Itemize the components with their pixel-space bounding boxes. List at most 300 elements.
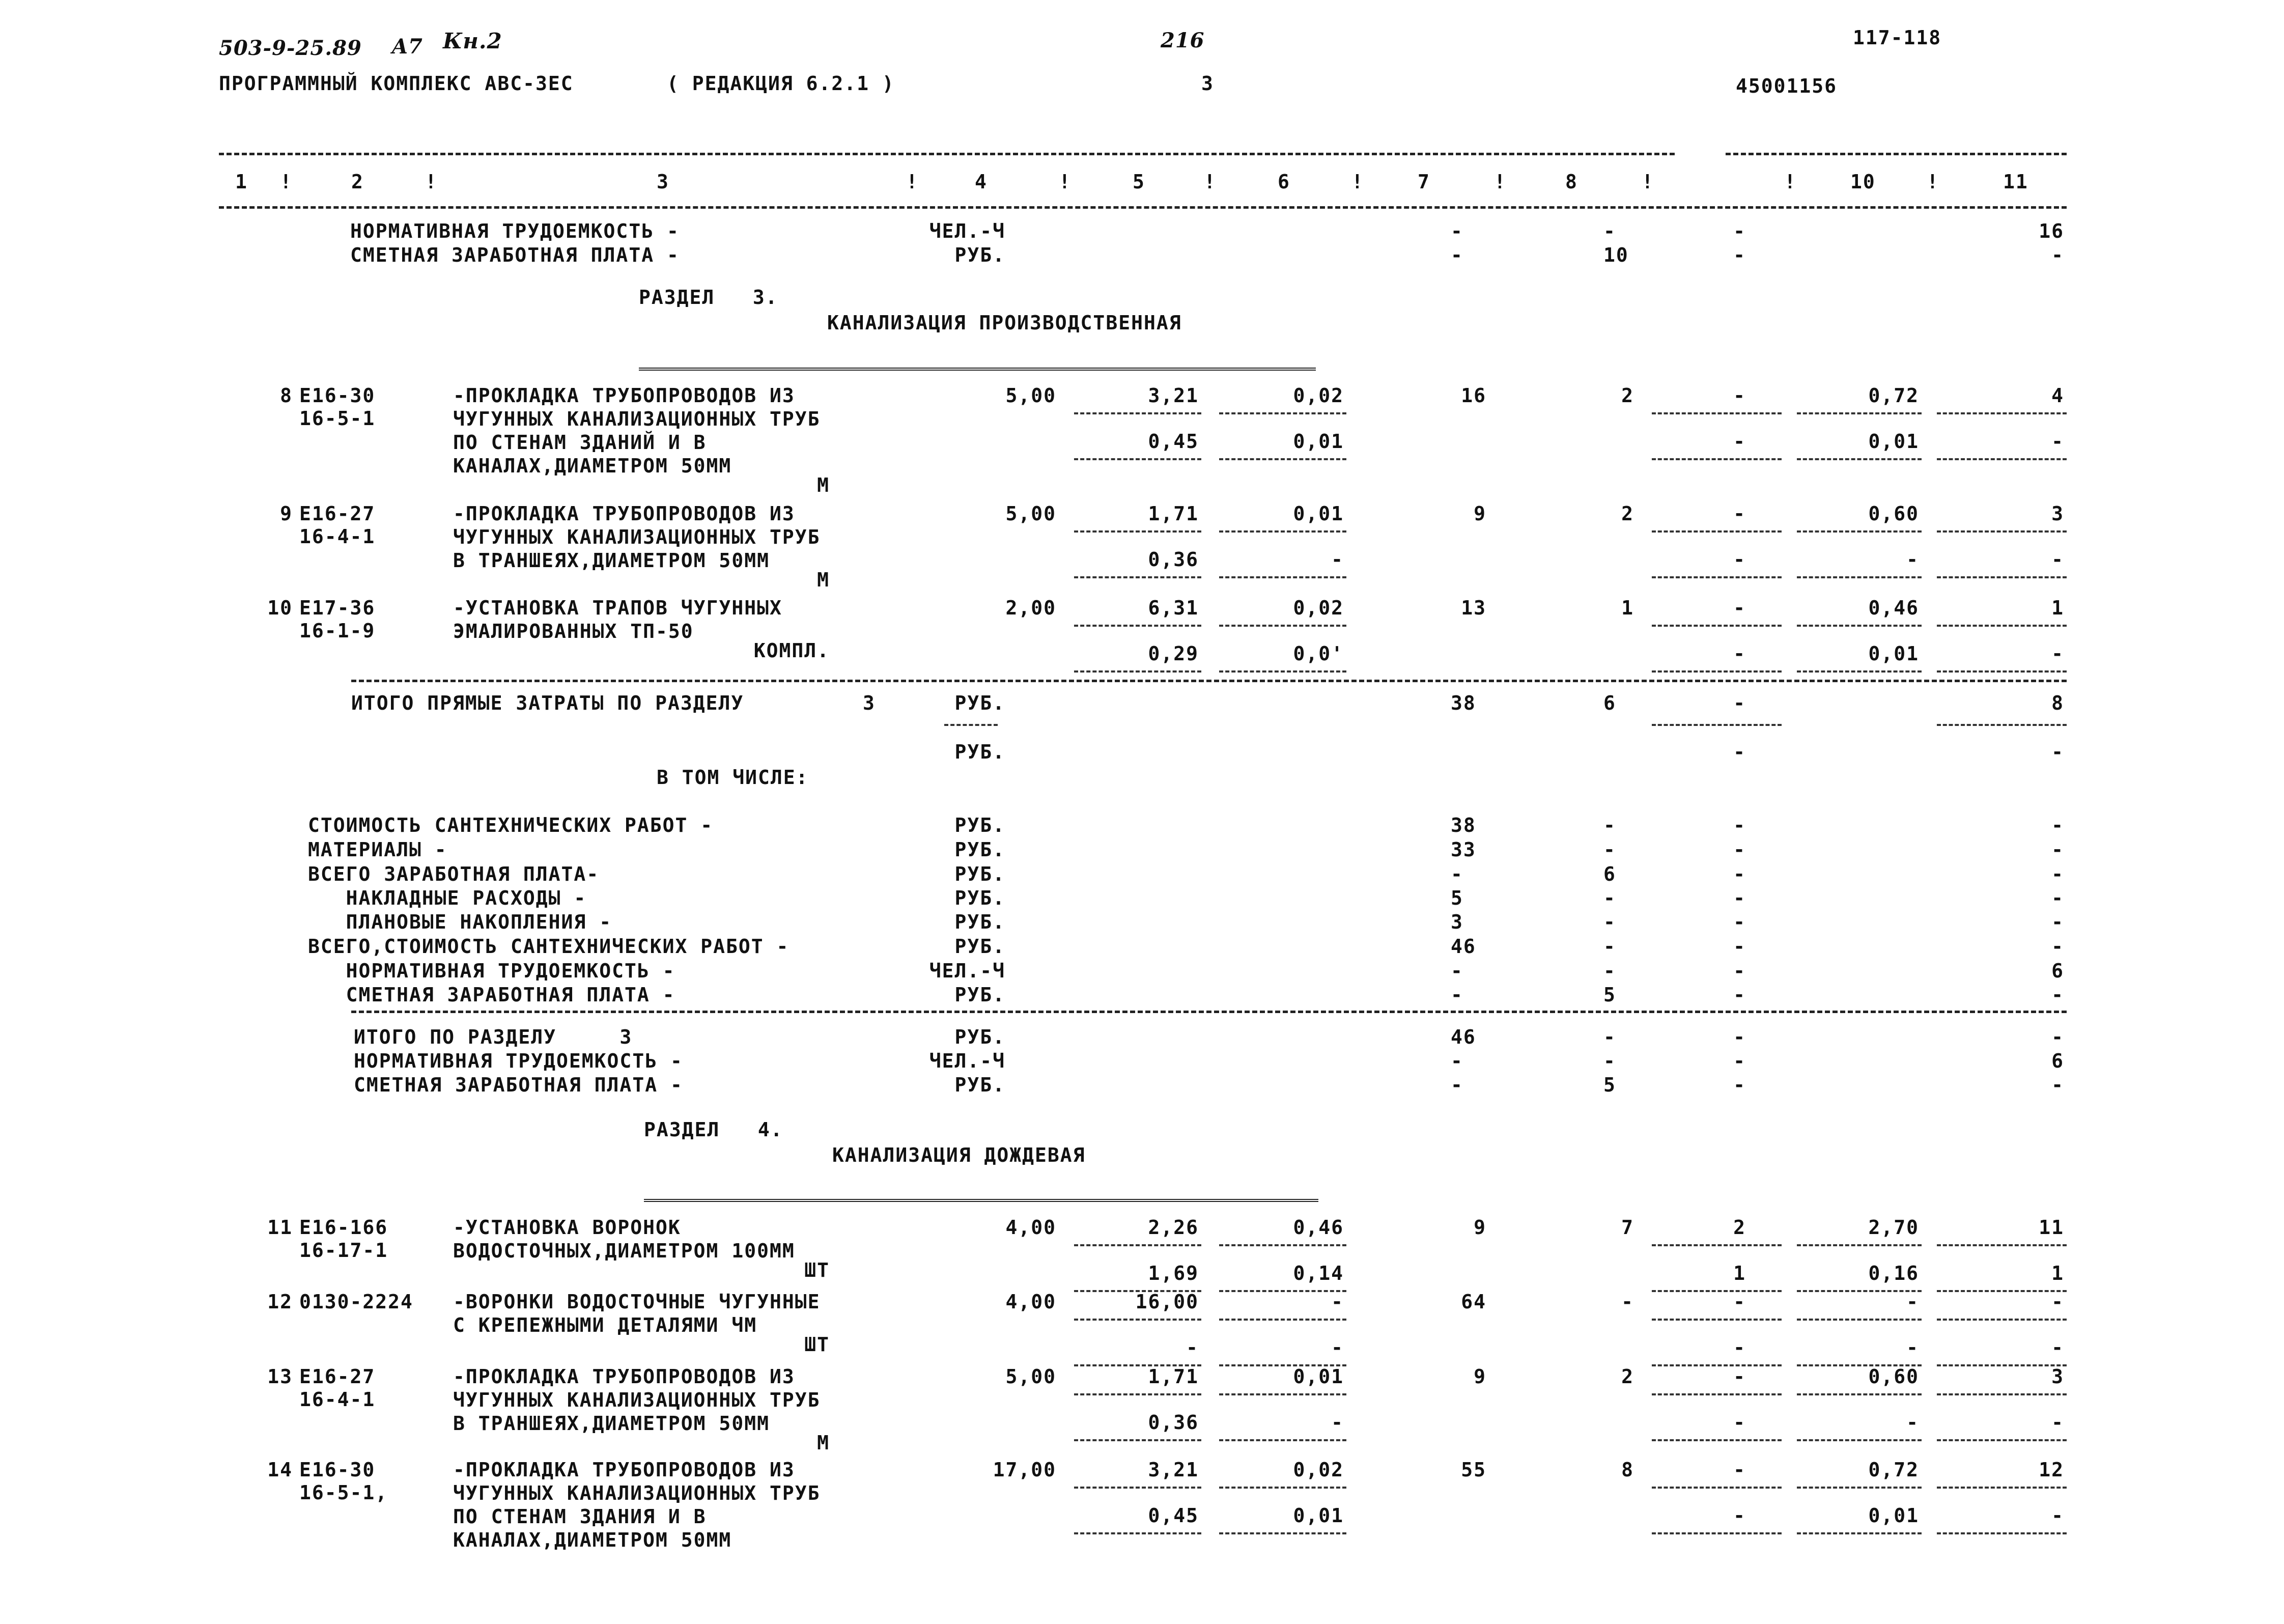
item-11-labor-unit-2: 0,16 (1868, 1262, 1919, 1284)
cell-divider (1937, 458, 2067, 460)
breakdown-0-col8: - (1603, 814, 1616, 836)
direct-total-col11-2: - (2051, 741, 2064, 763)
breakdown-1-col7: 33 (1451, 838, 1476, 861)
cell-divider (1074, 670, 1201, 673)
item-12-col9: - (1733, 1291, 1746, 1313)
section-3-total-0-unit: РУБ. (954, 1026, 1005, 1048)
column-header-9: 10 (1850, 171, 1876, 193)
item-8-unit-cost: 3,21 (1148, 384, 1199, 407)
cell-divider (1074, 625, 1201, 627)
page-number: 3 (1201, 72, 1214, 95)
direct-total-unit-2: РУБ. (954, 741, 1005, 763)
cell-divider (1937, 1439, 2067, 1441)
cell-divider (1937, 1244, 2067, 1246)
item-10-labor-total: 1 (2051, 597, 2064, 619)
item-12-labor-unit-2: - (1906, 1336, 1919, 1359)
item-12-total-cost: 64 (1461, 1291, 1486, 1313)
column-header-6: 6 (1278, 171, 1290, 193)
item-13-code: Е16-27 (299, 1365, 376, 1388)
item-11-number: 11 (267, 1216, 293, 1239)
section-3-total-0-label: ИТОГО ПО РАЗДЕЛУ 3 (354, 1026, 633, 1048)
column-separator: ! (1494, 171, 1507, 193)
column-separator: ! (1927, 171, 1939, 193)
cell-divider (1797, 1487, 1922, 1489)
cell-divider (1074, 1393, 1201, 1395)
cell-divider (1937, 530, 2067, 533)
breakdown-1-col9: - (1733, 838, 1746, 861)
cell-divider (1937, 1319, 2067, 1321)
item-14-unit-cost: 3,21 (1148, 1459, 1199, 1481)
item-13-description-2: В ТРАНШЕЯХ,ДИАМЕТРОМ 50ММ (453, 1412, 770, 1435)
item-8-total-cost: 16 (1461, 384, 1486, 407)
item-9-labor-unit-2: - (1906, 548, 1919, 571)
cell-divider (1797, 1244, 1922, 1246)
item-11-unit-cost: 2,26 (1148, 1216, 1199, 1239)
section-3-total-0-col9: - (1733, 1026, 1746, 1048)
cell-divider (1797, 412, 1922, 414)
column-separator: ! (1784, 171, 1797, 193)
column-header-7: 7 (1418, 171, 1430, 193)
cell-divider (1219, 1532, 1346, 1534)
item-9-total-cost: 9 (1474, 502, 1486, 525)
page-stamp: 216 (1161, 29, 1205, 52)
item-8-col9: - (1733, 384, 1746, 407)
item-9-col9-2: - (1733, 548, 1746, 571)
item-13-total-cost: 9 (1474, 1365, 1486, 1388)
direct-total-unit: РУБ. (954, 692, 1005, 714)
breakdown-6-col8: - (1603, 960, 1616, 982)
item-10-col9-2: - (1733, 642, 1746, 665)
section-4-title: РАЗДЕЛ 4. (644, 1118, 783, 1141)
direct-total-section: 3 (863, 692, 876, 714)
cell-divider (1797, 625, 1922, 627)
item-9-norm: 16-4-1 (299, 525, 376, 548)
item-11-col9: 2 (1733, 1216, 1746, 1239)
breakdown-6-col11: 6 (2051, 960, 2064, 982)
item-14-col9-2: - (1733, 1504, 1746, 1527)
item-12-description-1: С КРЕПЕЖНЫМИ ДЕТАЛЯМИ ЧМ (453, 1314, 757, 1336)
program-edition: ( РЕДАКЦИЯ 6.2.1 ) (667, 72, 895, 95)
item-12-total-wage: - (1621, 1291, 1634, 1313)
direct-total-col9-2: - (1733, 741, 1746, 763)
section-3-total-2-unit: РУБ. (954, 1074, 1005, 1096)
cell-divider (1652, 458, 1782, 460)
cell-divider (1797, 1290, 1922, 1292)
section-3-total-2-label: СМЕТНАЯ ЗАРАБОТНАЯ ПЛАТА - (354, 1074, 683, 1096)
section-3-total-1-col7: - (1451, 1050, 1463, 1072)
cell-divider (1652, 1364, 1782, 1366)
cell-divider (1652, 576, 1782, 578)
cell-divider (1797, 530, 1922, 533)
item-10-norm: 16-1-9 (299, 620, 376, 642)
cell-divider (1652, 1393, 1782, 1395)
cell-divider (1937, 1393, 2067, 1395)
top-estimated-wage-col7: - (1451, 244, 1463, 266)
item-14-description-3: КАНАЛАХ,ДИАМЕТРОМ 50ММ (453, 1529, 732, 1551)
cell-divider (1797, 1439, 1922, 1441)
column-separator: ! (906, 171, 919, 193)
section-3-title: РАЗДЕЛ 3. (639, 286, 778, 309)
cell-divider (1652, 1439, 1782, 1441)
item-11-labor-total: 11 (2039, 1216, 2064, 1239)
cell-divider (1074, 1532, 1201, 1534)
table-top-rule (219, 153, 1675, 155)
breakdown-5-col11: - (2051, 935, 2064, 958)
item-13-labor-total: 3 (2051, 1365, 2064, 1388)
item-9-unit-wage: 0,01 (1293, 502, 1344, 525)
item-8-description-3: КАНАЛАХ,ДИАМЕТРОМ 50ММ (453, 455, 732, 477)
breakdown-6-col7: - (1451, 960, 1463, 982)
item-13-description-1: ЧУГУННЫХ КАНАЛИЗАЦИОННЫХ ТРУБ (453, 1389, 821, 1411)
section-3-total-2-col9: - (1733, 1074, 1746, 1096)
breakdown-4-unit: РУБ. (954, 911, 1005, 933)
column-header-1: 1 (235, 171, 248, 193)
top-estimated-wage-unit: РУБ. (954, 244, 1005, 266)
cell-divider (1652, 530, 1782, 533)
item-13-unit: М (817, 1432, 830, 1454)
item-11-description-1: ВОДОСТОЧНЫХ,ДИАМЕТРОМ 100ММ (453, 1240, 795, 1262)
item-10-col9: - (1733, 597, 1746, 619)
breakdown-7-col9: - (1733, 984, 1746, 1006)
item-10-quantity: 2,00 (1005, 597, 1056, 619)
item-8-col9-2: - (1733, 430, 1746, 453)
cell-divider (1074, 1244, 1201, 1246)
item-9-labor-total: 3 (2051, 502, 2064, 525)
breakdown-3-col7: 5 (1451, 887, 1463, 909)
item-11-total-wage: 7 (1621, 1216, 1634, 1239)
cell-divider (1652, 412, 1782, 414)
item-12-col9-2: - (1733, 1336, 1746, 1359)
item-9-description-0: -ПРОКЛАДКА ТРУБОПРОВОДОВ ИЗ (453, 502, 795, 525)
item-13-unit-cost: 1,71 (1148, 1365, 1199, 1388)
cell-divider (1219, 1439, 1346, 1441)
section-4-name: КАНАЛИЗАЦИЯ ДОЖДЕВАЯ (832, 1144, 1086, 1166)
breakdown-2-col9: - (1733, 863, 1746, 885)
breakdown-5-label: ВСЕГО,СТОИМОСТЬ САНТЕХНИЧЕСКИХ РАБОТ - (308, 935, 789, 958)
item-9-description-2: В ТРАНШЕЯХ,ДИАМЕТРОМ 50ММ (453, 549, 770, 572)
breakdown-0-col11: - (2051, 814, 2064, 836)
item-14-unit-wage: 0,02 (1293, 1459, 1344, 1481)
top-estimated-wage-col11: - (2051, 244, 2064, 266)
item-8-labor-unit-2: 0,01 (1868, 430, 1919, 453)
column-header-10: 11 (2003, 171, 2028, 193)
cell-divider (1937, 1487, 2067, 1489)
item-11-unit-wage: 0,46 (1293, 1216, 1344, 1239)
item-11-norm: 16-17-1 (299, 1239, 388, 1262)
item-8-unit-wage: 0,02 (1293, 384, 1344, 407)
item-9-total-wage: 2 (1621, 502, 1634, 525)
section-3-name: КАНАЛИЗАЦИЯ ПРОИЗВОДСТВЕННАЯ (827, 312, 1182, 334)
cell-divider (1219, 1290, 1346, 1292)
section-3-total-1-col11: 6 (2051, 1050, 2064, 1072)
cell-divider (1797, 576, 1922, 578)
breakdown-7-col11: - (2051, 984, 2064, 1006)
item-13-labor-unit-2: - (1906, 1411, 1919, 1434)
breakdown-2-label: ВСЕГО ЗАРАБОТНАЯ ПЛАТА- (308, 863, 600, 885)
column-header-3: 3 (657, 171, 669, 193)
item-13-number: 13 (267, 1365, 293, 1388)
breakdown-4-col11: - (2051, 911, 2064, 933)
cell-divider (1219, 1393, 1346, 1395)
item-8-unit-cost-2: 0,45 (1148, 430, 1199, 453)
item-14-code: Е16-30 (299, 1459, 376, 1481)
item-13-labor-total-2: - (2051, 1411, 2064, 1434)
item-13-unit-cost-2: 0,36 (1148, 1411, 1199, 1434)
item-10-number: 10 (267, 597, 293, 619)
item-8-unit-wage-2: 0,01 (1293, 430, 1344, 453)
item-8-quantity: 5,00 (1005, 384, 1056, 407)
item-9-number: 9 (280, 502, 293, 525)
section-3-underline (639, 368, 1316, 372)
cell-divider (1652, 1290, 1782, 1292)
item-10-unit-cost-2: 0,29 (1148, 642, 1199, 665)
breakdown-3-col8: - (1603, 887, 1616, 909)
cell-divider (944, 724, 998, 726)
cell-divider (1652, 724, 1782, 726)
item-13-quantity: 5,00 (1005, 1365, 1056, 1388)
breakdown-1-unit: РУБ. (954, 838, 1005, 861)
item-12-unit-wage-2: - (1331, 1336, 1344, 1359)
item-12-unit-cost: 16,00 (1135, 1291, 1199, 1313)
breakdown-2-unit: РУБ. (954, 863, 1005, 885)
breakdown-0-label: СТОИМОСТЬ САНТЕХНИЧЕСКИХ РАБОТ - (308, 814, 714, 836)
section-3-total-1-col9: - (1733, 1050, 1746, 1072)
item-9-unit-cost-2: 0,36 (1148, 548, 1199, 571)
item-13-unit-wage: 0,01 (1293, 1365, 1344, 1388)
item-13-description-0: -ПРОКЛАДКА ТРУБОПРОВОДОВ ИЗ (453, 1365, 795, 1388)
cell-divider (1219, 625, 1346, 627)
item-14-total-cost: 55 (1461, 1459, 1486, 1481)
breakdown-7-unit: РУБ. (954, 984, 1005, 1006)
section-3-total-0-col8: - (1603, 1026, 1616, 1048)
item-12-code: 0130-2224 (299, 1291, 413, 1313)
item-14-unit-cost-2: 0,45 (1148, 1504, 1199, 1527)
item-14-unit-wage-2: 0,01 (1293, 1504, 1344, 1527)
cell-divider (1074, 576, 1201, 578)
breakdown-5-col9: - (1733, 935, 1746, 958)
item-8-total-wage: 2 (1621, 384, 1634, 407)
cell-divider (1937, 724, 2067, 726)
item-11-labor-total-2: 1 (2051, 1262, 2064, 1284)
breakdown-7-col7: - (1451, 984, 1463, 1006)
breakdown-2-col8: 6 (1603, 863, 1616, 885)
cell-divider (1219, 1487, 1346, 1489)
item-12-quantity: 4,00 (1005, 1291, 1056, 1313)
item-14-description-2: ПО СТЕНАМ ЗДАНИЯ И В (453, 1505, 707, 1528)
item-14-labor-total: 12 (2039, 1459, 2064, 1481)
direct-total-col11: 8 (2051, 692, 2064, 714)
item-11-labor-unit: 2,70 (1868, 1216, 1919, 1239)
column-header-4: 4 (975, 171, 988, 193)
item-8-number: 8 (280, 384, 293, 407)
item-11-unit-cost-2: 1,69 (1148, 1262, 1199, 1284)
item-12-unit-wage: - (1331, 1291, 1344, 1313)
book-mark: Кн.2 (443, 29, 502, 53)
section-3-total-0-col11: - (2051, 1026, 2064, 1048)
cell-divider (1652, 1244, 1782, 1246)
breakdown-7-col8: 5 (1603, 984, 1616, 1006)
cell-divider (1652, 1532, 1782, 1534)
column-separator: ! (425, 171, 438, 193)
section-3-total-1-unit: ЧЕЛ.-Ч (929, 1050, 1005, 1072)
breakdown-4-col9: - (1733, 911, 1746, 933)
cell-divider (1652, 625, 1782, 627)
cell-divider (1074, 1439, 1201, 1441)
item-10-code: Е17-36 (299, 597, 376, 619)
item-11-unit-wage-2: 0,14 (1293, 1262, 1344, 1284)
top-norm-labor-col11: 16 (2039, 220, 2064, 242)
item-8-norm: 16-5-1 (299, 407, 376, 430)
item-14-number: 14 (267, 1459, 293, 1481)
item-13-unit-wage-2: - (1331, 1411, 1344, 1434)
breakdown-2-col11: - (2051, 863, 2064, 885)
direct-total-col7: 38 (1451, 692, 1476, 714)
item-11-total-cost: 9 (1474, 1216, 1486, 1239)
item-9-unit: М (817, 569, 830, 591)
cell-divider (1652, 1319, 1782, 1321)
direct-total-col9: - (1733, 692, 1746, 714)
item-14-description-0: -ПРОКЛАДКА ТРУБОПРОВОДОВ ИЗ (453, 1459, 795, 1481)
table-top-rule (1726, 153, 2067, 155)
item-12-labor-total-2: - (2051, 1336, 2064, 1359)
item-13-norm: 16-4-1 (299, 1388, 376, 1411)
section-3-total-1-col8: - (1603, 1050, 1616, 1072)
breakdown-7-label: СМЕТНАЯ ЗАРАБОТНАЯ ПЛАТА - (308, 984, 675, 1006)
item-8-code: Е16-30 (299, 384, 376, 407)
cell-divider (1074, 412, 1201, 414)
cell-divider (1652, 670, 1782, 673)
section-3-total-1-label: НОРМАТИВНАЯ ТРУДОЕМКОСТЬ - (354, 1050, 683, 1072)
sheet-range: 117-118 (1853, 26, 1942, 49)
item-8-description-1: ЧУГУННЫХ КАНАЛИЗАЦИОННЫХ ТРУБ (453, 408, 821, 430)
item-14-quantity: 17,00 (993, 1459, 1056, 1481)
cell-divider (1797, 1532, 1922, 1534)
breakdown-3-label: НАКЛАДНЫЕ РАСХОДЫ - (308, 887, 587, 909)
item-14-col9: - (1733, 1459, 1746, 1481)
cell-divider (1797, 670, 1922, 673)
item-10-unit-wage: 0,02 (1293, 597, 1344, 619)
item-9-labor-unit: 0,60 (1868, 502, 1919, 525)
cell-divider (1219, 458, 1346, 460)
cell-divider (1074, 530, 1201, 533)
direct-total-label: ИТОГО ПРЯМЫЕ ЗАТРАТЫ ПО РАЗДЕЛУ (351, 692, 744, 714)
top-norm-labor-col9: - (1733, 220, 1746, 242)
cell-divider (1937, 625, 2067, 627)
item-14-description-1: ЧУГУННЫХ КАНАЛИЗАЦИОННЫХ ТРУБ (453, 1482, 821, 1504)
item-10-description-0: -УСТАНОВКА ТРАПОВ ЧУГУННЫХ (453, 597, 782, 619)
breakdown-3-col9: - (1733, 887, 1746, 909)
breakdown-0-col9: - (1733, 814, 1746, 836)
item-10-labor-unit: 0,46 (1868, 597, 1919, 619)
header-bottom-rule (219, 206, 2067, 209)
cell-divider (1219, 1244, 1346, 1246)
column-header-8: 8 (1565, 171, 1578, 193)
breakdown-2-col7: - (1451, 863, 1463, 885)
item-12-description-0: -ВОРОНКИ ВОДОСТОЧНЫЕ ЧУГУННЫЕ (453, 1291, 821, 1313)
breakdown-4-col7: 3 (1451, 911, 1463, 933)
item-8-unit: М (817, 474, 830, 496)
item-14-labor-unit-2: 0,01 (1868, 1504, 1919, 1527)
cell-divider (1937, 1290, 2067, 1292)
breakdown-3-unit: РУБ. (954, 887, 1005, 909)
item-13-col9: - (1733, 1365, 1746, 1388)
item-8-labor-unit: 0,72 (1868, 384, 1919, 407)
breakdown-6-col9: - (1733, 960, 1746, 982)
direct-total-col8: 6 (1603, 692, 1616, 714)
item-9-unit-wage-2: - (1331, 548, 1344, 571)
item-14-labor-unit: 0,72 (1868, 1459, 1919, 1481)
column-separator: ! (1351, 171, 1364, 193)
item-11-quantity: 4,00 (1005, 1216, 1056, 1239)
section-3-items-end (351, 680, 2067, 682)
breakdown-end-rule (351, 1011, 2067, 1013)
item-13-total-wage: 2 (1621, 1365, 1634, 1388)
breakdown-6-unit: ЧЕЛ.-Ч (929, 960, 1005, 982)
cell-divider (1797, 458, 1922, 460)
item-12-labor-unit: - (1906, 1291, 1919, 1313)
item-11-unit: ШТ (804, 1259, 830, 1281)
breakdown-4-col8: - (1603, 911, 1616, 933)
breakdown-3-col11: - (2051, 887, 2064, 909)
item-12-unit: ШТ (804, 1333, 830, 1356)
item-8-description-2: ПО СТЕНАМ ЗДАНИЙ И В (453, 431, 707, 454)
breakdown-5-col7: 46 (1451, 935, 1476, 958)
top-norm-labor-unit: ЧЕЛ.-Ч (929, 220, 1005, 242)
item-10-labor-total-2: - (2051, 642, 2064, 665)
cell-divider (1937, 576, 2067, 578)
item-9-unit-cost: 1,71 (1148, 502, 1199, 525)
section-3-total-2-col8: 5 (1603, 1074, 1616, 1096)
top-estimated-wage-col8: 10 (1603, 244, 1629, 266)
cell-divider (1652, 1487, 1782, 1489)
cell-divider (1074, 1319, 1201, 1321)
item-13-col9-2: - (1733, 1411, 1746, 1434)
item-11-description-0: -УСТАНОВКА ВОРОНОК (453, 1216, 681, 1239)
breakdown-1-col8: - (1603, 838, 1616, 861)
item-14-norm: 16-5-1, (299, 1481, 388, 1504)
item-11-code: Е16-166 (299, 1216, 388, 1239)
breakdown-5-unit: РУБ. (954, 935, 1005, 958)
item-11-col9-2: 1 (1733, 1262, 1746, 1284)
cell-divider (1219, 576, 1346, 578)
item-12-unit-cost-2: - (1186, 1336, 1199, 1359)
cell-divider (1219, 412, 1346, 414)
column-separator: ! (1642, 171, 1654, 193)
cell-divider (1937, 670, 2067, 673)
document-id: 45001156 (1736, 75, 1838, 97)
cell-divider (1937, 412, 2067, 414)
section-4-underline (644, 1199, 1318, 1203)
cell-divider (1074, 1487, 1201, 1489)
cell-divider (1797, 1393, 1922, 1395)
item-9-code: Е16-27 (299, 502, 376, 525)
item-10-labor-unit-2: 0,01 (1868, 642, 1919, 665)
cell-divider (1219, 530, 1346, 533)
item-10-unit-cost: 6,31 (1148, 597, 1199, 619)
item-14-labor-total-2: - (2051, 1504, 2064, 1527)
breakdown-5-col8: - (1603, 935, 1616, 958)
item-9-col9: - (1733, 502, 1746, 525)
item-9-labor-total-2: - (2051, 548, 2064, 571)
item-9-quantity: 5,00 (1005, 502, 1056, 525)
column-header-5: 5 (1133, 171, 1145, 193)
item-8-labor-total: 4 (2051, 384, 2064, 407)
item-10-total-cost: 13 (1461, 597, 1486, 619)
top-estimated-wage-col9: - (1733, 244, 1746, 266)
item-10-unit-wage-2: 0,0' (1293, 642, 1344, 665)
album-mark: A7 (392, 35, 423, 59)
item-8-description-0: -ПРОКЛАДКА ТРУБОПРОВОДОВ ИЗ (453, 384, 795, 407)
